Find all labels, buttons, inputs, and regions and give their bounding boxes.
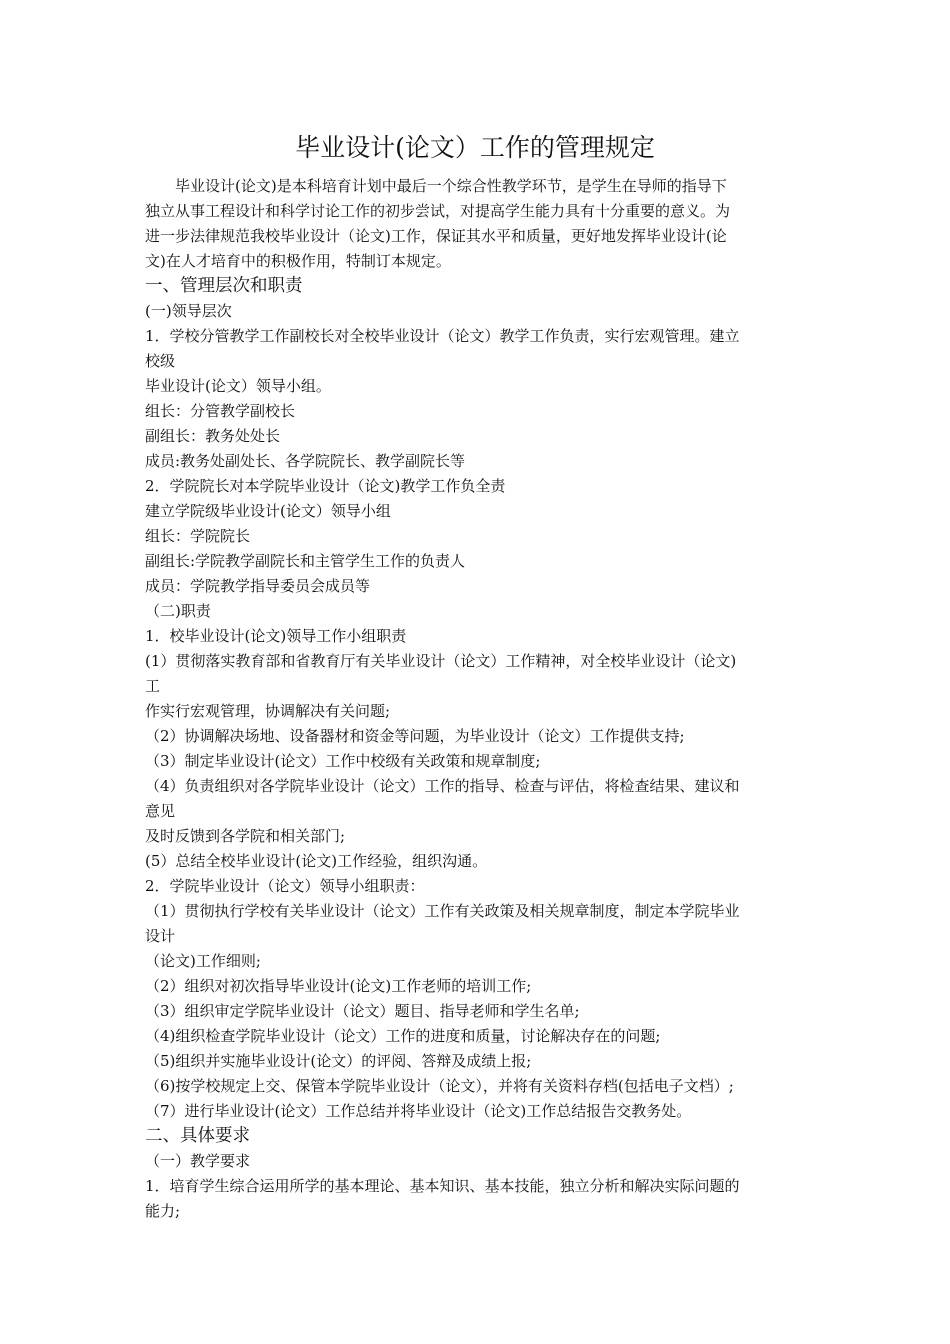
paragraph-line: （3）组织审定学院毕业设计（论文）题目、指导老师和学生名单; xyxy=(145,1002,580,1020)
paragraph-line: 进一步法律规范我校毕业设计（论文)工作，保证其水平和质量，更好地发挥毕业设计(论 xyxy=(145,227,727,245)
paragraph-line: 毕业设计(论文)是本科培育计划中最后一个综合性教学环节，是学生在导师的指导下 xyxy=(145,177,727,195)
paragraph-line: （2）组织对初次指导毕业设计(论文)工作老师的培训工作; xyxy=(145,977,532,995)
subsection-heading: (一)领导层次 xyxy=(145,302,232,320)
paragraph-line: （4）负责组织对各学院毕业设计（论文）工作的指导、检查与评估，将检查结果、建议和 xyxy=(145,777,740,795)
paragraph-line: 组长：学院院长 xyxy=(145,527,251,545)
paragraph-line: 工 xyxy=(145,677,161,695)
paragraph-line: （4)组织检查学院毕业设计（论文）工作的进度和质量，讨论解决存在的问题; xyxy=(145,1027,661,1045)
paragraph-line: 成员:教务处副处长、各学院院长、教学副院长等 xyxy=(145,452,466,470)
paragraph-line: 2．学院院长对本学院毕业设计（论文)教学工作负全责 xyxy=(145,477,506,495)
paragraph-line: (1）贯彻落实教育部和省教育厅有关毕业设计（论文）工作精神，对全校毕业设计（论文) xyxy=(145,652,737,670)
paragraph-line: 作实行宏观管理，协调解决有关问题; xyxy=(145,702,391,720)
paragraph-line: 能力; xyxy=(145,1202,181,1220)
paragraph-line: 及时反馈到各学院和相关部门; xyxy=(145,827,346,845)
paragraph-line: （1）贯彻执行学校有关毕业设计（论文）工作有关政策及相关规章制度，制定本学院毕业 xyxy=(145,902,740,920)
paragraph-line: 文)在人才培育中的积极作用，特制订本规定。 xyxy=(145,252,451,270)
section-heading: 二、具体要求 xyxy=(145,1126,250,1146)
paragraph-line: （3）制定毕业设计(论文）工作中校级有关政策和规章制度; xyxy=(145,752,541,770)
paragraph-line: （6)按学校规定上交、保管本学院毕业设计（论文），并将有关资料存档(包括电子文档）; xyxy=(145,1077,734,1095)
subsection-heading: （一）教学要求 xyxy=(145,1152,251,1170)
paragraph-line: 校级 xyxy=(145,352,176,370)
paragraph-line: （5)组织并实施毕业设计(论文）的评阅、答辩及成绩上报; xyxy=(145,1052,532,1070)
paragraph-line: （7）进行毕业设计(论文）工作总结并将毕业设计（论文)工作总结报告交教务处。 xyxy=(145,1102,692,1120)
subsection-heading: （二)职责 xyxy=(145,602,211,620)
paragraph-line: 副组长：教务处处长 xyxy=(145,427,281,445)
paragraph-line: 毕业设计(论文）领导小组。 xyxy=(145,377,331,395)
paragraph-line: （2）协调解决场地、设备器材和资金等问题，为毕业设计（论文）工作提供支持; xyxy=(145,727,685,745)
paragraph-line: 副组长:学院教学副院长和主管学生工作的负责人 xyxy=(145,552,466,570)
paragraph-line: 1．培育学生综合运用所学的基本理论、基本知识、基本技能，独立分析和解决实际问题的 xyxy=(145,1177,740,1195)
paragraph-line: 1．学校分管教学工作副校长对全校毕业设计（论文）教学工作负责，实行宏观管理。建立 xyxy=(145,327,740,345)
paragraph-line: （论文)工作细则; xyxy=(145,952,261,970)
paragraph-line: 组长：分管教学副校长 xyxy=(145,402,296,420)
paragraph-line: 设计 xyxy=(145,927,176,945)
paragraph-line: 成员：学院教学指导委员会成员等 xyxy=(145,577,371,595)
paragraph-line: 独立从事工程设计和科学讨论工作的初步尝试，对提高学生能力具有十分重要的意义。为 xyxy=(145,202,731,220)
paragraph-line: (5）总结全校毕业设计(论文)工作经验，组织沟通。 xyxy=(145,852,488,870)
paragraph-line: 意见 xyxy=(145,802,176,820)
paragraph-line: 1．校毕业设计(论文)领导工作小组职责 xyxy=(145,627,407,645)
paragraph-line: 2．学院毕业设计（论文）领导小组职责： xyxy=(145,877,425,895)
document-title: 毕业设计(论文）工作的管理规定 xyxy=(295,133,655,162)
paragraph-line: 建立学院级毕业设计(论文）领导小组 xyxy=(145,502,391,520)
section-heading: 一、管理层次和职责 xyxy=(145,276,303,296)
